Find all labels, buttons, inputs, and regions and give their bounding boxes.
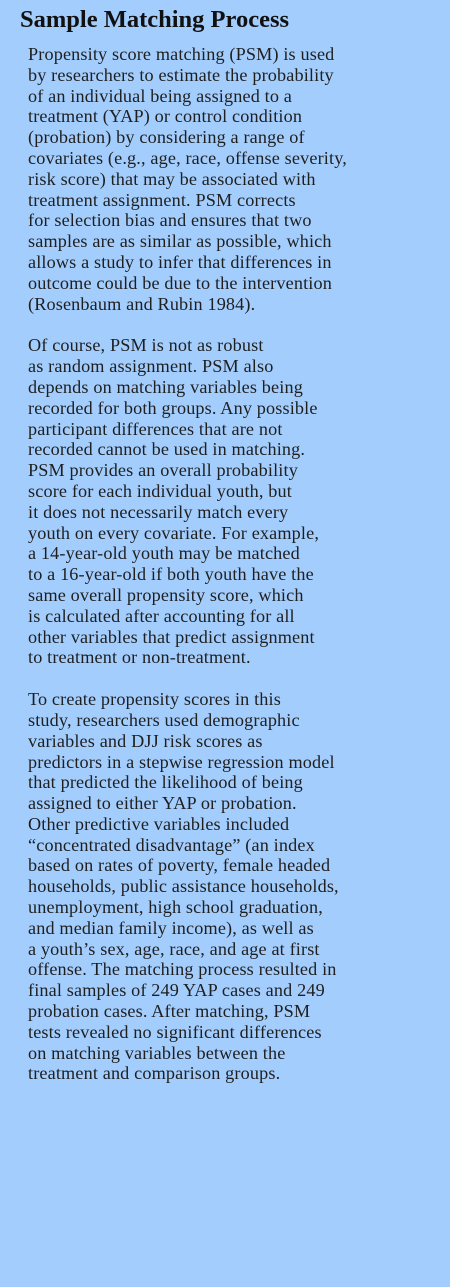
paragraph-line: is calculated after accounting for all [28,605,295,626]
paragraph-line: score for each individual youth, but [28,480,292,501]
paragraph-line: other variables that predict assignment [28,626,315,647]
paragraph-line: samples are as similar as possible, which [28,231,332,252]
paragraph-line: risk score) that may be associated with [28,168,316,189]
paragraph-line: to treatment or non-treatment. [28,647,251,668]
paragraph-line: and median family income), as well as [28,917,314,938]
paragraph-psm-limitations [28,335,436,668]
paragraph-line: (Rosenbaum and Rubin 1984). [28,293,256,314]
paragraph-line: (probation) by considering a range of [28,127,305,148]
paragraph-line: recorded for both groups. Any possible [28,397,318,418]
paragraph-line: assigned to either YAP or probation. [28,793,297,814]
paragraph-line: tests revealed no significant differences [28,1021,322,1042]
paragraph-line: treatment assignment. PSM corrects [28,189,296,210]
sidebar-body [20,44,436,1084]
paragraph-line: youth on every covariate. For example, [28,522,320,543]
paragraph-line: covariates (e.g., age, race, offense severity, [28,147,347,168]
paragraph-line: Other predictive variables included [28,813,290,834]
paragraph-line: to a 16-year-old if both youth have the [28,564,314,585]
paragraph-line: Propensity score matching (PSM) is used [28,44,335,64]
paragraph-line: based on rates of poverty, female headed [28,855,331,876]
paragraph-line: same overall propensity score, which [28,584,304,605]
paragraph-line: probation cases. After matching, PSM [28,1001,311,1022]
paragraph-line: that predicted the likelihood of being [28,772,303,793]
paragraph-line: for selection bias and ensures that two [28,210,312,231]
paragraph-line: predictors in a stepwise regression model [28,751,335,772]
paragraph-line: study, researchers used demographic [28,709,300,730]
paragraph-psm-definition [28,44,436,314]
paragraph-line: as random assignment. PSM also [28,356,274,377]
paragraph-line: variables and DJJ risk scores as [28,730,263,751]
paragraph-line: it does not necessarily match every [28,501,289,522]
paragraph-line: offense. The matching process resulted in [28,959,337,980]
paragraph-propensity-method [28,689,436,1084]
paragraph-line: final samples of 249 YAP cases and 249 [28,980,325,1001]
paragraph-line: by researchers to estimate the probability [28,64,334,85]
paragraph-line: unemployment, high school graduation, [28,897,323,918]
paragraph-line: Of course, PSM is not as robust [28,335,264,356]
paragraph-line: outcome could be due to the intervention [28,272,332,293]
paragraph-line: of an individual being assigned to a [28,85,293,106]
paragraph-line: “concentrated disadvantage” (an index [28,834,315,855]
sidebar-title: Sample Matching Process [20,6,290,33]
paragraph-line: allows a study to infer that differences in [28,251,332,272]
paragraph-line: a 14-year-old youth may be matched [28,543,300,564]
paragraph-line: To create propensity scores in this [28,689,281,710]
paragraph-line: households, public assistance households, [28,876,339,897]
paragraph-line: treatment (YAP) or control condition [28,106,303,127]
paragraph-line: a youth’s sex, age, race, and age at first [28,938,320,959]
paragraph-line: PSM provides an overall probability [28,460,298,481]
paragraph-line: recorded cannot be used in matching. [28,439,306,460]
paragraph-line: participant differences that are not [28,418,283,439]
paragraph-line: treatment and comparison groups. [28,1063,281,1084]
paragraph-line: on matching variables between the [28,1042,286,1063]
paragraph-line: depends on matching variables being [28,376,303,397]
